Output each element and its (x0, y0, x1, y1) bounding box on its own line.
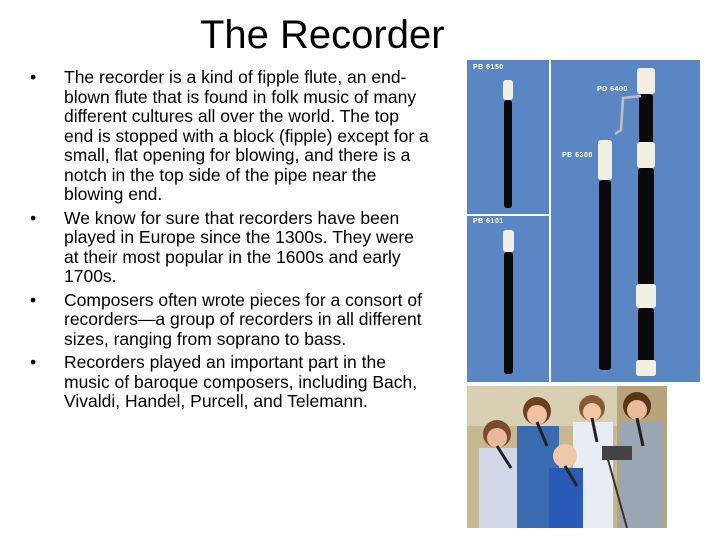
recorder-joint (636, 284, 656, 308)
bullet-text: The recorder is a kind of fipple flute, an end-blown flute that is found in folk music of many different cultures all over the world. The top end is stopped with a block (fipple) except for a small, flat opening for blowing, and there is a notch in the top side of the pipe near the blowing end. (64, 67, 429, 204)
recorder-head (598, 140, 612, 180)
children-playing-recorders-photo (467, 386, 667, 528)
photo-divider (549, 60, 551, 382)
bullet-text: Recorders played an important part in the music of baroque composers, including Bach, Vivaldi, Handel, Purcell, and Telemann. (64, 352, 418, 411)
model-label: PB 6101 (473, 218, 504, 225)
bullet-item (30, 209, 430, 287)
bullet-item (30, 68, 430, 205)
bullet-text: We know for sure that recorders have been played in Europe since the 1300s. They were at their most popular in the 1600s and early 1700s. (64, 207, 414, 286)
recorder-body (504, 252, 513, 374)
recorder-body (638, 308, 654, 362)
recorder-body (599, 180, 611, 370)
recorder-foot (636, 360, 656, 376)
recorders-product-photo (467, 60, 700, 382)
model-label: PB 6150 (473, 64, 504, 71)
slide-title: The Recorder (200, 13, 445, 57)
recorder-head (503, 230, 514, 252)
children-photo-illustration (467, 386, 667, 528)
bullet-text: Composers often wrote pieces for a consort of recorders—a group of recorders in all different sizes, ranging from soprano to bass. (64, 289, 422, 349)
model-label: PB 6300 (562, 152, 593, 159)
recorder-body (504, 100, 512, 208)
bullet-dot: • (30, 67, 37, 87)
bullet-dot: • (30, 352, 37, 372)
recorder-body (638, 168, 654, 286)
bullet-list (30, 68, 430, 416)
photo-divider (467, 214, 551, 216)
recorder-joint (637, 142, 655, 168)
bocal-crook-icon (613, 90, 643, 140)
bullet-item (30, 291, 430, 350)
model-label: PD 6400 (597, 86, 628, 93)
bullet-dot: • (30, 289, 37, 310)
bullet-dot: • (30, 207, 37, 228)
bullet-item (30, 353, 430, 412)
recorder-head (503, 80, 513, 100)
